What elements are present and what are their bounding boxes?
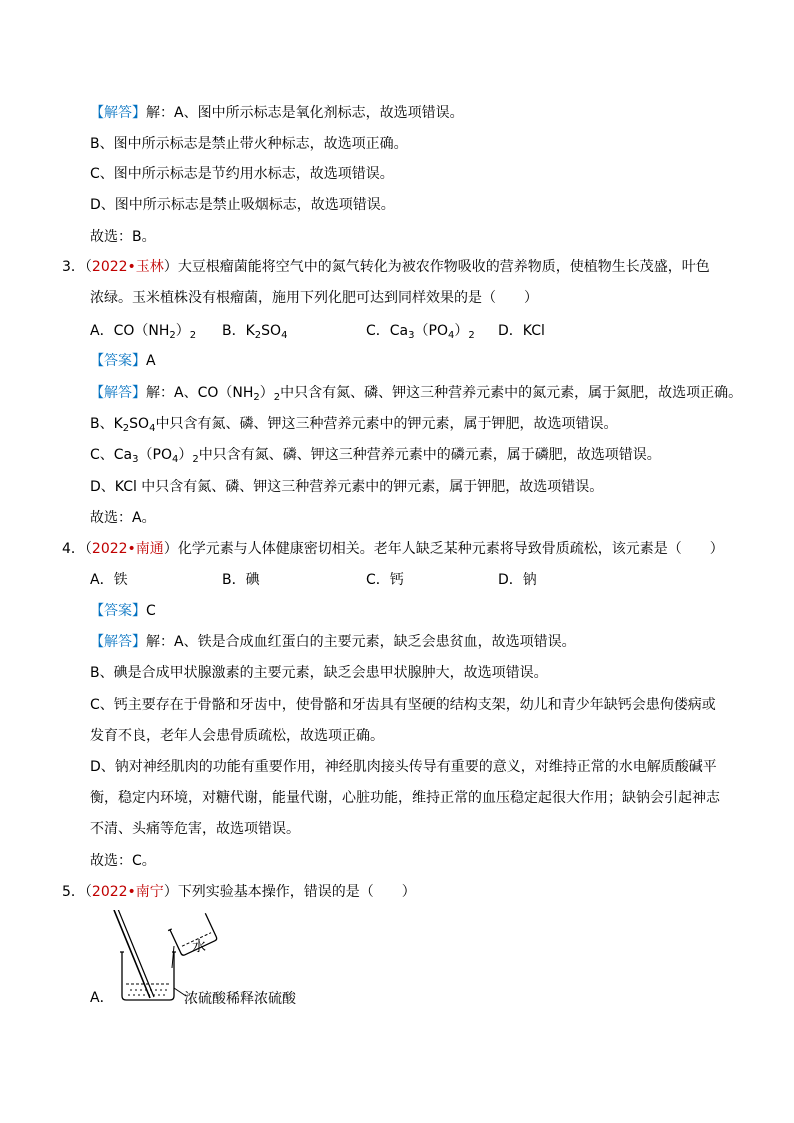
solution-line: 发育不良，老年人会患骨质疏松，故选项正确。 [90, 728, 384, 744]
solution-line: 不清、头痛等危害，故选项错误。 [90, 821, 300, 837]
option-d: D．钠 [498, 572, 537, 588]
answer-line [90, 351, 156, 371]
water-label: 水 [192, 939, 206, 955]
option-b: B．碘 [222, 572, 260, 588]
solution-line: C、$Ca_3(PO_4)_2$中只含有氮、磷、钾这三种营养元素中的磷元素，属于磷肥，故选项错误。 [90, 447, 661, 465]
option-b: B．$K_2SO_4$ [222, 323, 288, 341]
option-a: A． [90, 990, 114, 1006]
question-4-stem: 4．（2022•南通）化学元素与人体健康密切相关。老年人缺乏某种元素将导致骨质疏松，该元素是（ ） [62, 541, 724, 557]
answer-value: A [146, 353, 156, 369]
solution-tag: 【解答】 [90, 105, 146, 121]
solution-line [90, 103, 464, 123]
solution-tag: 【解答】 [90, 385, 146, 401]
solution-line: D、钠对神经肌肉的功能有重要作用，神经肌肉接头传导有重要的意义，对维持正常的水电解质酸碱平 [90, 759, 717, 775]
solution-text: 解：A、图中所示标志是氧化剂标志，故选项错误。 [146, 105, 464, 121]
question-number-close: ） [163, 259, 178, 275]
acid-label: 浓硫酸 [184, 991, 226, 1007]
operation-label: 稀释浓硫酸 [226, 991, 296, 1007]
solution-line: B、碘是合成甲状腺激素的主要元素，缺乏会患甲状腺肿大，故选项错误。 [90, 665, 548, 681]
solution-line: D、图中所示标志是禁止吸烟标志，故选项错误。 [90, 197, 395, 213]
solution-line: C、钙主要存在于骨骼和牙齿中，使骨骼和牙齿具有坚硬的结构支架，幼儿和青少年缺钙会患佝偻病或 [90, 697, 716, 713]
question-source: 2022•南宁 [91, 884, 164, 900]
solution-line: B、图中所示标志是禁止带火种标志，故选项正确。 [90, 136, 408, 152]
solution-line: 衡，稳定内环境，对糖代谢，能量代谢，心脏功能，维持正常的血压稳定起很大作用；缺钠会引起神志 [90, 790, 720, 806]
solution-line: D、KCl 中只含有氮、磷、钾这三种营养元素中的钾元素，属于钾肥，故选项错误。 [90, 479, 604, 495]
solution-line: 【解答】解：A、$CO(NH_2)_2$中只含有氮、磷、钾这三种营养元素中的氮元素，属于氮肥，故选项正确。 [90, 385, 743, 403]
glass-rod-icon [114, 910, 150, 998]
option-c: C．$Ca_3(PO_4)_2$ [366, 323, 475, 341]
final-choice: 故选：B。 [90, 229, 156, 245]
question-text: 大豆根瘤菌能将空气中的氮气转化为被农作物吸收的营养物质，使植物生长茂盛，叶色 [177, 259, 710, 275]
solution-line: 【解答】解：A、铁是合成血红蛋白的主要元素，缺乏会患贫血，故选项错误。 [90, 634, 576, 650]
question-5-stem: 5．（2022•南宁）下列实验基本操作，错误的是（ ） [62, 884, 416, 900]
question-number: 3．（ [62, 259, 92, 275]
option-a: A．$CO(NH_2)_2$ [90, 323, 197, 341]
question-3-stem [62, 257, 710, 277]
solution-line: C、图中所示标志是节约用水标志，故选项错误。 [90, 166, 394, 182]
question-source: 2022•玉林 [91, 259, 164, 275]
answer-tag: 【答案】 [90, 353, 146, 369]
question-source: 2022•南通 [91, 541, 164, 557]
option-c: C．钙 [366, 572, 404, 588]
answer-line [90, 601, 156, 621]
answer-tag: 【答案】 [90, 603, 146, 619]
question-3-stem-cont: 浓绿。玉米植株没有根瘤菌，施用下列化肥可达到同样效果的是（ ） [90, 290, 538, 306]
option-d: D．KCl [498, 323, 545, 339]
final-choice: 故选：C。 [90, 853, 156, 869]
figure-caption [184, 990, 296, 1008]
solution-line: B、$K_2SO_4$中只含有氮、磷、钾这三种营养元素中的钾元素，属于钾肥，故选项错误。 [90, 416, 618, 434]
answer-value: C [146, 603, 156, 619]
final-choice: 故选：A。 [90, 510, 156, 526]
option-a: A．铁 [90, 572, 128, 588]
solution-tag: 【解答】 [90, 634, 146, 650]
